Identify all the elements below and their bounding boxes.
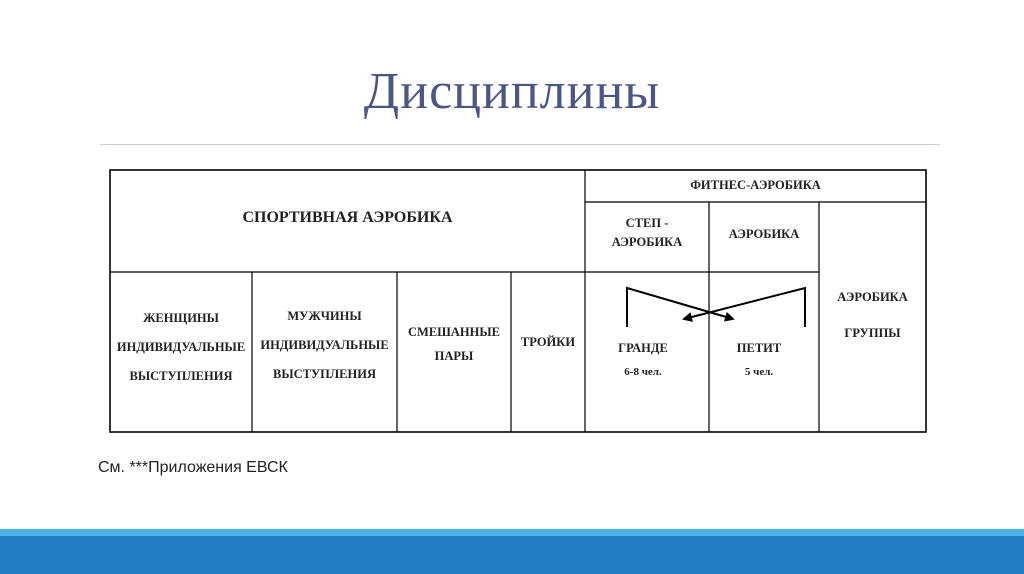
women-line1: ЖЕНЩИНЫ [143,311,219,325]
women-individual-cell [110,304,252,390]
mixed-pairs-line2: ПАРЫ [434,348,474,363]
appendix-note: См. ***Приложения ЕВСК [98,459,288,476]
aerobics-cell: АЭРОБИКА [728,227,800,241]
aerobics-groups-line2: ГРУППЫ [844,325,901,340]
petit-count: 5 чел. [744,366,774,378]
step-aerobics-line2: АЭРОБИКА [611,235,683,250]
men-line3: ВЫСТУПЛЕНИЯ [273,366,376,381]
grande-label: ГРАНДЕ [618,341,668,355]
petit-label: ПЕТИТ [736,341,782,355]
men-line1: МУЖЧИНЫ [287,309,362,323]
mixed-pairs-line1: СМЕШАННЫЕ [408,325,500,339]
slide-title: Дисциплины [363,63,661,120]
grande-count: 6-8 чел. [624,366,662,378]
arrow-to-grande [627,288,733,327]
men-individual-cell [252,302,397,388]
fitness-aerobics-header: ФИТНЕС-АЭРОБИКА [690,178,821,192]
aerobics-groups-line1: АЭРОБИКА [837,290,908,304]
sport-aerobics-header: СПОРТИВНАЯ АЭРОБИКА [242,209,453,226]
arrow-to-petit [684,288,805,327]
footer-accent-bar-light [0,529,1024,536]
step-aerobics-line1: СТЕП - [625,216,669,230]
grande-cell [585,336,701,383]
trios-cell: ТРОЙКИ [520,335,576,349]
men-line2: ИНДИВИДУАЛЬНЫЕ [260,337,389,352]
mixed-pairs-cell [397,321,511,369]
aerobics-groups-cell [819,280,926,351]
women-line2: ИНДИВИДУАЛЬНЫЕ [116,339,246,354]
footer-accent-bar [0,536,1024,574]
petit-cell [709,336,809,383]
step-aerobics-cell [585,214,709,253]
women-line3: ВЫСТУПЛЕНИЯ [129,368,233,383]
